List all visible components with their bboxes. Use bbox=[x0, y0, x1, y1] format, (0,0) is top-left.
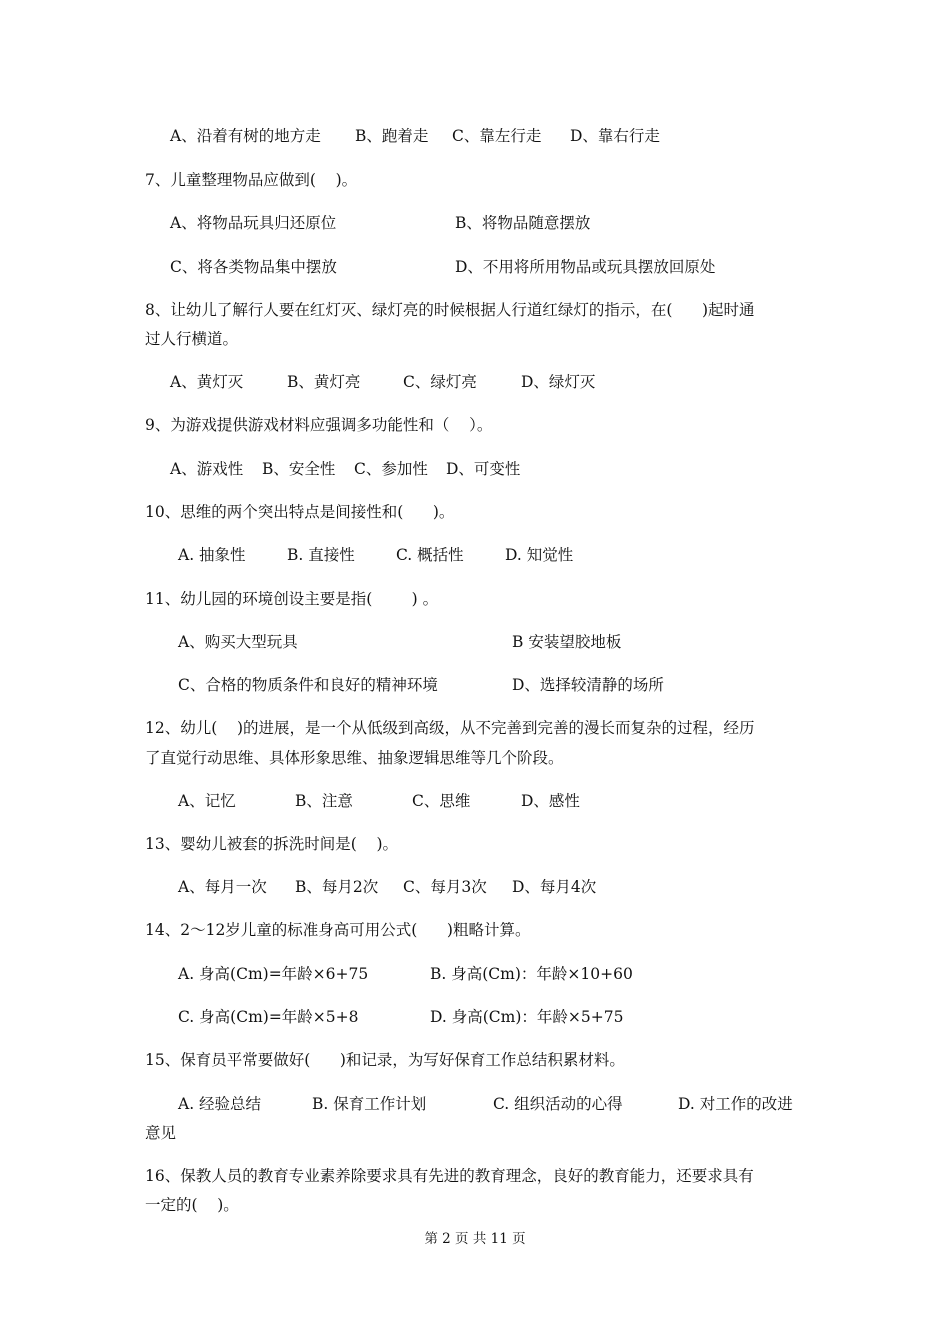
q14-stem: 14、2～12岁儿童的标准身高可用公式( )粗略计算。 bbox=[145, 921, 531, 939]
q16-stem-line2: 一定的( )。 bbox=[145, 1196, 239, 1214]
q11-option-a: A、购买大型玩具 bbox=[178, 633, 298, 651]
q8-option-d: D、绿灯灭 bbox=[521, 373, 596, 391]
q9-option-a: A、游戏性 bbox=[170, 460, 244, 478]
q8-option-c: C、绿灯亮 bbox=[403, 373, 477, 391]
q9-option-b: B、安全性 bbox=[262, 460, 336, 478]
q14-option-a: A. 身高(Cm)=年龄×6+75 bbox=[178, 965, 369, 983]
q9-stem: 9、为游戏提供游戏材料应强调多功能性和（ ）。 bbox=[145, 416, 493, 434]
q8-option-a: A、黄灯灭 bbox=[170, 373, 244, 391]
q11-option-c: C、合格的物质条件和良好的精神环境 bbox=[178, 676, 438, 694]
q15-option-d: D. 对工作的改进 bbox=[678, 1095, 793, 1113]
q9-option-c: C、参加性 bbox=[354, 460, 428, 478]
q8-option-b: B、黄灯亮 bbox=[287, 373, 361, 391]
q12-stem-line2: 了直觉行动思维、具体形象思维、抽象逻辑思维等几个阶段。 bbox=[145, 749, 564, 767]
page-footer: 第 2 页 共 11 页 bbox=[424, 1231, 526, 1247]
q7-option-d: D、不用将所用物品或玩具摆放回原处 bbox=[455, 258, 716, 276]
q13-stem: 13、婴幼儿被套的拆洗时间是( )。 bbox=[145, 835, 399, 853]
q13-option-a: A、每月一次 bbox=[178, 878, 267, 896]
q8-stem-line1: 8、让幼儿了解行人要在红灯灭、绿灯亮的时候根据人行道红绿灯的指示，在( )起时通 bbox=[145, 301, 755, 319]
q12-option-b: B、注意 bbox=[295, 792, 353, 810]
q6-option-d: D、靠右行走 bbox=[570, 127, 660, 145]
q8-stem-line2: 过人行横道。 bbox=[145, 330, 239, 348]
q6-option-a: A、沿着有树的地方走 bbox=[170, 127, 321, 145]
q6-option-c: C、靠左行走 bbox=[452, 127, 542, 145]
q15-option-c: C. 组织活动的心得 bbox=[493, 1095, 623, 1113]
q12-option-d: D、感性 bbox=[521, 792, 580, 810]
q14-option-b: B. 身高(Cm)：年龄×10+60 bbox=[430, 965, 633, 983]
q13-option-c: C、每月3次 bbox=[403, 878, 487, 896]
q10-option-b: B. 直接性 bbox=[287, 546, 355, 564]
q7-option-a: A、将物品玩具归还原位 bbox=[170, 214, 337, 232]
q6-option-b: B、跑着走 bbox=[355, 127, 429, 145]
q14-option-d: D. 身高(Cm)：年龄×5+75 bbox=[430, 1008, 624, 1026]
q11-stem: 11、幼儿园的环境创设主要是指( ) 。 bbox=[145, 590, 439, 608]
q15-stem: 15、保育员平常要做好( )和记录，为写好保育工作总结积累材料。 bbox=[145, 1051, 625, 1069]
q12-stem-line1: 12、幼儿( )的进展，是一个从低级到高级，从不完善到完善的漫长而复杂的过程，经历 bbox=[145, 719, 755, 737]
q10-option-a: A. 抽象性 bbox=[178, 546, 246, 564]
q15-option-a: A. 经验总结 bbox=[178, 1095, 262, 1113]
q10-option-c: C. 概括性 bbox=[396, 546, 464, 564]
q10-stem: 10、思维的两个突出特点是间接性和( )。 bbox=[145, 503, 455, 521]
q15-option-b: B. 保育工作计划 bbox=[312, 1095, 427, 1113]
q7-option-b: B、将物品随意摆放 bbox=[455, 214, 591, 232]
q14-option-c: C. 身高(Cm)=年龄×5+8 bbox=[178, 1008, 359, 1026]
q7-stem: 7、儿童整理物品应做到( )。 bbox=[145, 171, 358, 189]
q9-option-d: D、可变性 bbox=[446, 460, 521, 478]
q11-option-b: B 安装望胶地板 bbox=[512, 633, 622, 651]
q15-option-d-wrap: 意见 bbox=[145, 1124, 177, 1142]
q10-option-d: D. 知觉性 bbox=[505, 546, 574, 564]
q16-stem-line1: 16、保教人员的教育专业素养除要求具有先进的教育理念，良好的教育能力，还要求具有 bbox=[145, 1167, 754, 1185]
q13-option-b: B、每月2次 bbox=[295, 878, 379, 896]
q12-option-c: C、思维 bbox=[412, 792, 471, 810]
q11-option-d: D、选择较清静的场所 bbox=[512, 676, 664, 694]
q13-option-d: D、每月4次 bbox=[512, 878, 597, 896]
q7-option-c: C、将各类物品集中摆放 bbox=[170, 258, 337, 276]
q12-option-a: A、记忆 bbox=[178, 792, 236, 810]
